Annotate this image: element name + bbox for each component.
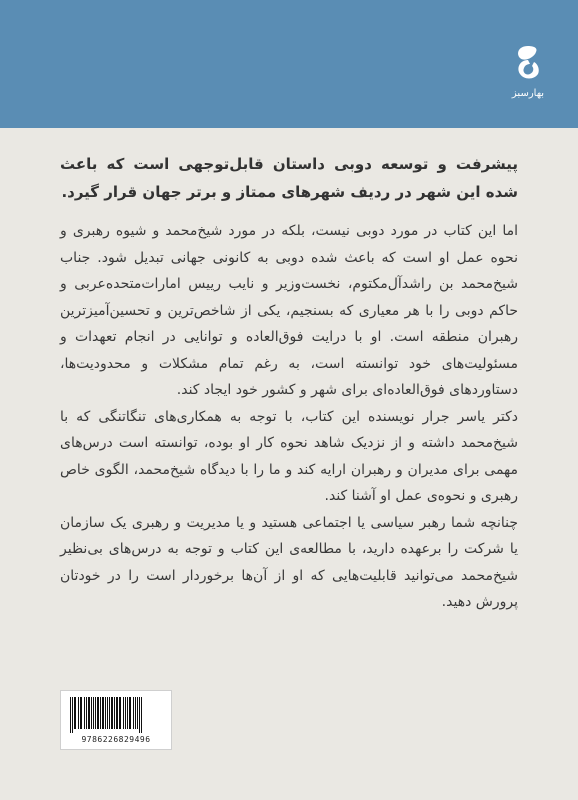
- isbn-number: 9786226829496: [81, 734, 151, 744]
- isbn-barcode: [60, 690, 172, 750]
- body-text: [60, 218, 518, 616]
- body-paragraph: دکتر یاسر جرار نویسنده این کتاب، با توجه به همکاری‌های تنگاتنگی که با شیخ‌محمد داشته و از نزدیک شاهد نحوه کار او بوده، توانسته است درس‌های مهمی برای مدیران و رهبران ارایه کند و ما را با دیدگاه شیخ‌محمد، الگوی خاص رهبری و نحوه‌ی عمل او آشنا کند.: [60, 408, 518, 504]
- barcode-bars: [68, 697, 164, 733]
- publisher-logo-icon: [512, 44, 544, 84]
- publisher-logo: [500, 44, 556, 116]
- lead-paragraph: پیشرفت و توسعه دوبی داستان قابل‌توجهی است که باعث شده این شهر در ردیف شهرهای ممتاز و برتر جهان قرار گیرد.: [60, 155, 518, 201]
- body-paragraph: چنانچه شما رهبر سیاسی یا اجتماعی هستید و یا مدیریت و رهبری یک سازمان یا شرکت را برعهده دارید، با مطالعه‌ی این کتاب و توجه به درس‌های بی‌نظیر شیخ‌محمد می‌توانید قابلیت‌هایی که او از آن‌ها برخوردار است را در خودتان پرورش دهید.: [60, 514, 518, 610]
- body-paragraph: اما این کتاب در مورد دوبی نیست، بلکه در مورد شیخ‌محمد و شیوه رهبری و نحوه عمل او است که باعث شده دوبی به کانونی جهانی تبدیل شود. جناب شیخ‌محمد بن راشد‌آل‌مکتوم، نخست‌وزیر و نایب رییس امارات‌متحده‌عربی و حاکم دوبی را با هر معیاری که بسنجیم، یکی از شاخص‌ترین و تحسین‌آمیزترین رهبران منطقه است. او با درایت فوق‌العاده و توانایی در انجام تعهدات و مسئولیت‌های خود توانسته است، به رغم تمام مشکلات و محدودیت‌ها، دستاوردهای فوق‌العاده‌ای برای شهر و کشور خود ایجاد کند.: [60, 223, 518, 398]
- top-color-band: [0, 0, 578, 128]
- publisher-name: بهارسبز: [511, 88, 545, 99]
